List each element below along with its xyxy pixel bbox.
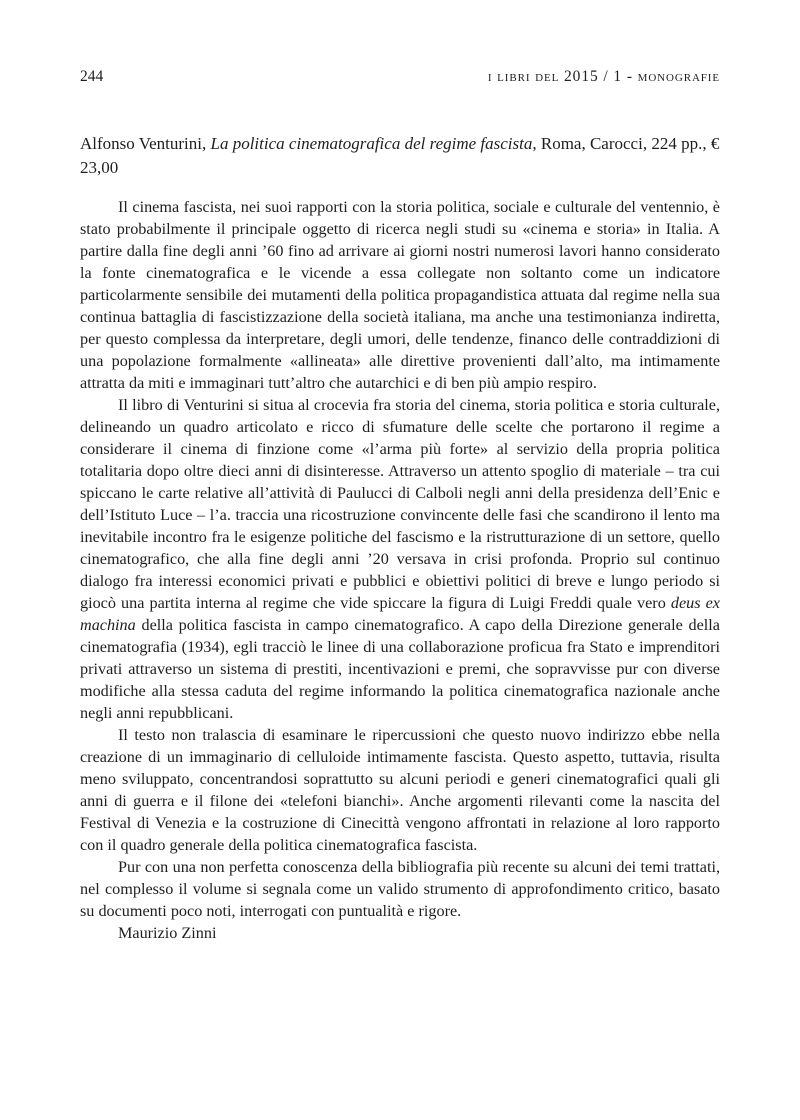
running-head bbox=[80, 66, 720, 88]
review-paragraph-1: Il cinema fascista, nei suoi rapporti con la storia politica, sociale e culturale del ventennio, è stato probabilmente il principale oggetto di ricerca negli studi su «cinema e storia» in Italia. A partire dalla fine degli anni ’60 fino ad arrivare ai giorni nostri numerosi lavori hanno considerato la fonte cinematografica e le vicende a essa collegate non soltanto come un indicatore particolarmente sensibile dei mutamenti della politica propagandistica attuata dal regime nella sua continua battaglia di fascistizzazione della società italiana, ma anche una testimonianza indiretta, per questo complessa da interpretare, degli umori, delle tendenze, financo delle contraddizioni di una popolazione formalmente «allineata» alle direttive provenienti dall’alto, ma intimamente attratta da miti e immaginari tutt’altro che autarchici e di ben più ampio respiro. bbox=[80, 198, 720, 392]
review-paragraph-2 bbox=[80, 394, 720, 724]
review-paragraph-3: Il testo non tralascia di esaminare le ripercussioni che questo nuovo indirizzo ebbe nella creazione di un immaginario di celluloide intimamente fascista. Questo aspetto, tuttavia, risulta meno sviluppato, concentrandosi soprattutto su alcuni periodi e generi cinematografici quali gli anni di guerra e il filone dei «telefoni bianchi». Anche argomenti rilevanti come la nascita del Festival di Venezia e la costruzione di Cinecittà vengono affrontati in relazione al loro rapporto con il quadro generale della politica cinematografica fascista. bbox=[80, 726, 720, 854]
paragraph-2-text-before: Il libro di Venturini si situa al crocevia fra storia del cinema, storia politica e storia culturale, delineando un quadro articolato e ricco di sfumature delle scelte che portarono il regime a considerare il cinema di finzione come «l’arma più forte» al servizio della propria politica totalitaria dopo oltre dieci anni di disinteresse. Attraverso un attento spoglio di materiale – tra cui spiccano le carte relative all’attività di Paulucci di Calboli negli anni della presidenza dell’Enic e dell’Istituto Luce – l’a. traccia una ricostruzione convincente delle fasi che scandirono il lento ma inevitabile incontro fra le esigenze politiche del fascismo e la ristrutturazione di un settore, quello cinematografico, che alla fine degli anni ’20 versava in crisi profonda. Proprio sul continuo dialogo fra interessi economici privati e pubblici e obiettivi politici di breve e lungo periodo si giocò una partita interna al regime che vide spiccare la figura di Luigi Freddi quale vero bbox=[80, 396, 720, 612]
citation-author: Alfonso Venturini, bbox=[80, 134, 207, 153]
review-paragraph-4: Pur con una non perfetta conoscenza della bibliografia più recente su alcuni dei temi trattati, nel complesso il volume si segnala come un valido strumento di approfondimento critico, basato su documenti poco noti, interrogati con puntualità e rigore. bbox=[80, 858, 720, 920]
paragraph-2-italic-phrase: deus ex machina bbox=[80, 594, 720, 634]
citation-publication: , Roma, Carocci, 224 pp., € 23,00 bbox=[80, 134, 720, 177]
paragraph-2-text-after: della politica fascista in campo cinematografico. A capo della Direzione generale della cinematografia (1934), egli tracciò le linee di una collaborazione proficua fra Stato e imprenditori privati attraverso un sistema di prestiti, incentivazioni e premi, che sopravvisse pur con diverse modifiche alla stessa caduta del regime informando la politica cinematografica nazionale anche negli anni repubblicani. bbox=[80, 616, 720, 722]
book-citation bbox=[80, 132, 720, 180]
reviewer-signature: Maurizio Zinni bbox=[118, 924, 217, 942]
page-number: 244 bbox=[80, 68, 104, 85]
citation-book-title: La politica cinematografica del regime fascista bbox=[210, 134, 533, 153]
page bbox=[80, 0, 720, 1120]
series-title: i libri del 2015 / 1 - monografie bbox=[487, 68, 720, 85]
review-body bbox=[80, 196, 720, 944]
